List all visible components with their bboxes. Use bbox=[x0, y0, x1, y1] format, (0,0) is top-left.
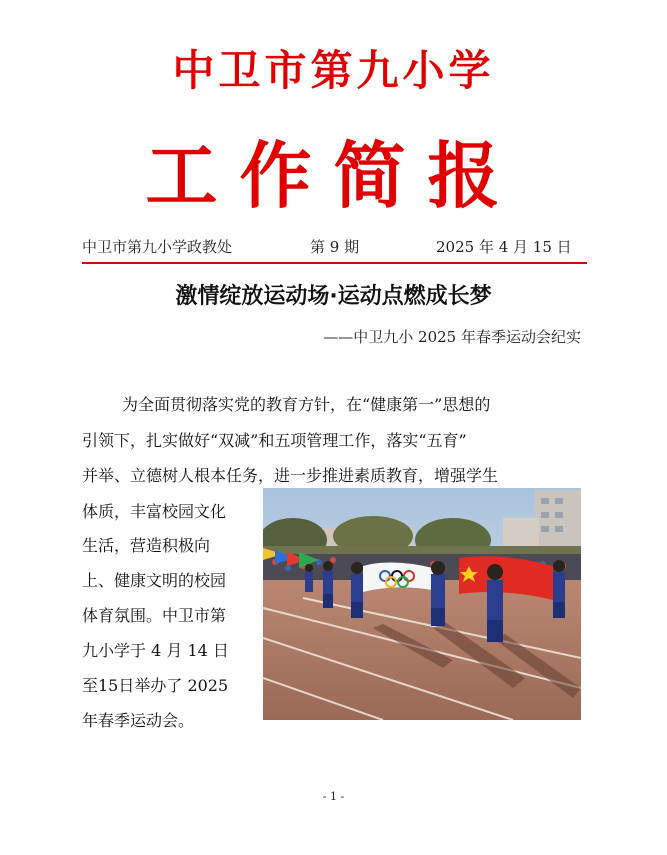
paragraph-line: 上、健康文明的校园 bbox=[82, 571, 227, 590]
issue-date: 2025 年 4 月 15 日 bbox=[436, 238, 572, 256]
issue-meta-row bbox=[82, 236, 584, 258]
issue-number: 第 9 期 bbox=[310, 238, 360, 256]
paragraph-line: 体育氛围。中卫市第 bbox=[82, 606, 227, 625]
paragraph-line: 并举、立德树人根本任务，进一步推进素质教育，增强学生 bbox=[82, 466, 499, 485]
paragraph-line: 生活，营造积极向 bbox=[82, 536, 211, 555]
paragraph-line: 为全面贯彻落实党的教育方针，在“健康第一”思想的 bbox=[122, 395, 491, 414]
paragraph-line: 引领下，扎实做好“双减”和五项管理工作，落实“五育” bbox=[82, 431, 467, 450]
article-subheadline: ——中卫九小 2025 年春季运动会纪实 bbox=[323, 328, 581, 346]
brief-title: 工作简报 bbox=[145, 133, 522, 218]
department-label: 中卫市第九小学政教处 bbox=[82, 238, 233, 256]
page-number: - 1 - bbox=[322, 790, 345, 803]
paragraph-line: 至15日举办了 2025 bbox=[82, 676, 229, 695]
paragraph-line: 年春季运动会。 bbox=[82, 711, 195, 730]
school-title: 中卫市第九小学 bbox=[172, 46, 495, 95]
header-divider bbox=[82, 262, 587, 264]
sports-meet-photo bbox=[263, 488, 581, 720]
paragraph-line: 体质，丰富校园文化 bbox=[82, 502, 227, 521]
article-headline: 激情绽放运动场·运动点燃成长梦 bbox=[175, 284, 492, 309]
paragraph-line: 九小学于 4 月 14 日 bbox=[82, 641, 229, 660]
